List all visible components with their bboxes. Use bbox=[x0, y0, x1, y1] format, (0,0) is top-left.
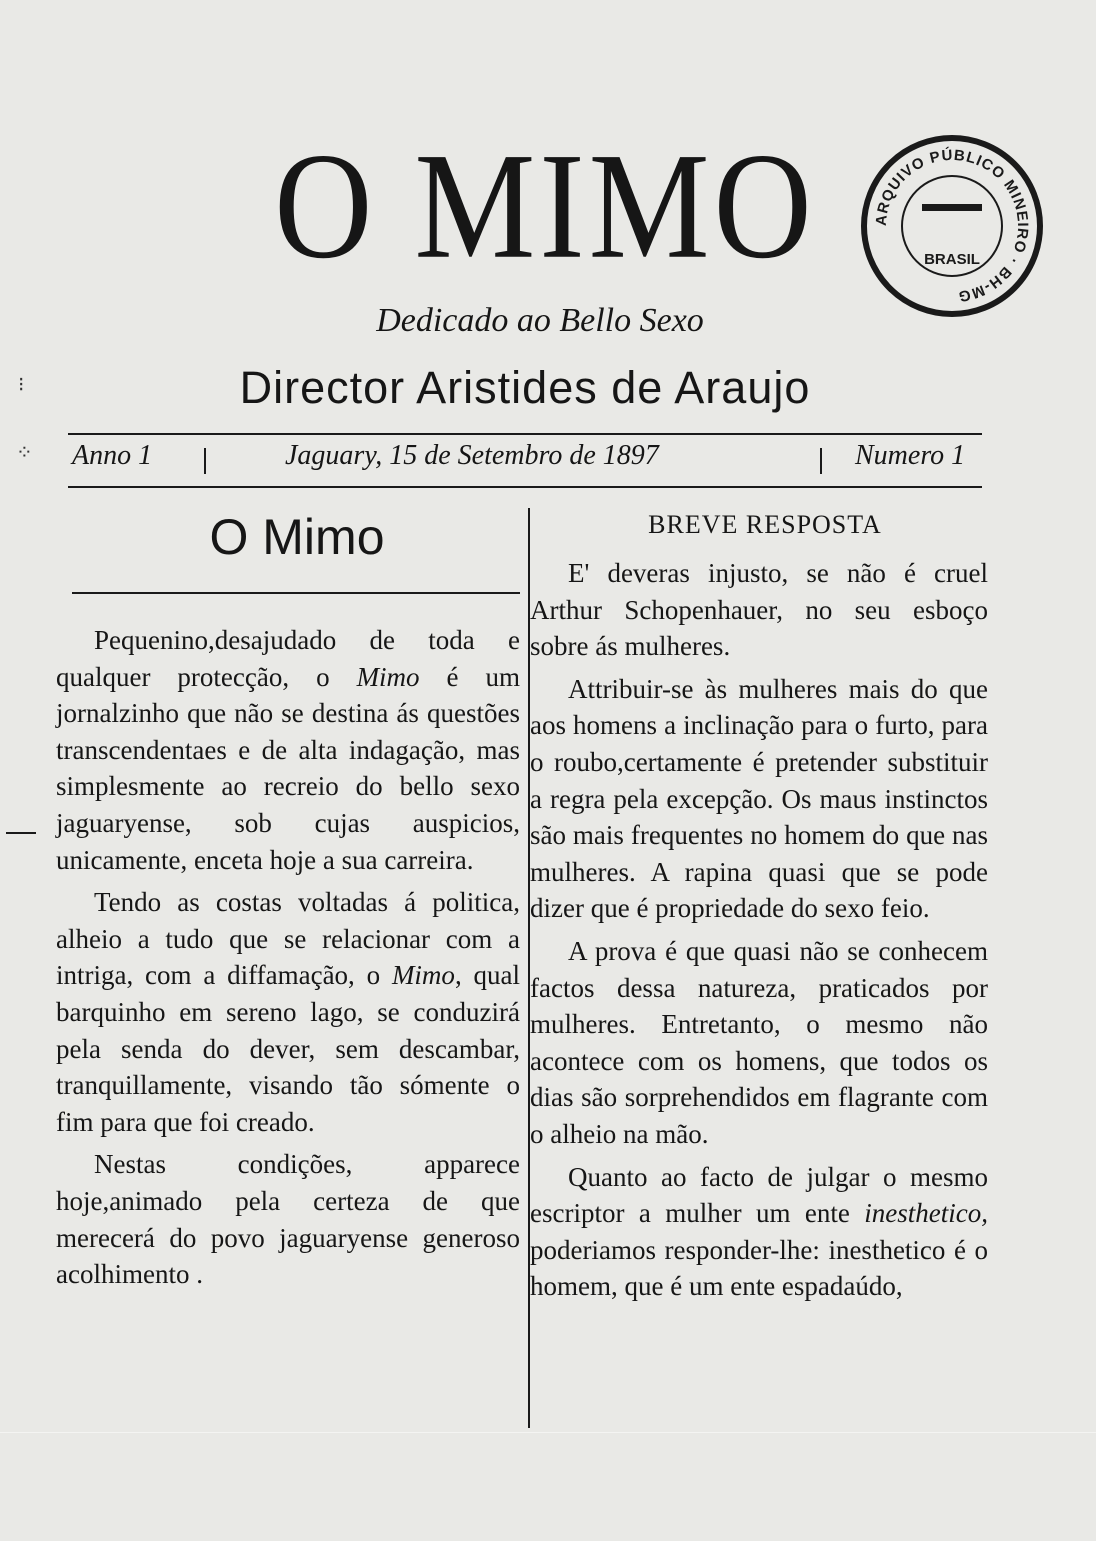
archive-stamp bbox=[858, 132, 1046, 320]
paragraph: Pequenino,desajudado de toda e qualquer protecção, o Mimo é um jornalzinho que não se destina ás questões transcendentaes e de alta indagação, mas simplesmente ao recreio do bello sexo jaguaryense, sob cujas auspicios, unicamente, enceta hoje a sua carreira. bbox=[56, 625, 520, 875]
stamp-country: BRASIL bbox=[924, 251, 980, 268]
right-article-body bbox=[530, 555, 988, 1311]
paragraph: A prova é que quasi não se conhecem factos dessa natureza, praticados por mulheres. Entretanto, o mesmo não acontece com os homens, que todos os dias são sorprehendidos em flagrante com o alheio na mão. bbox=[530, 935, 988, 1149]
issue-divider bbox=[820, 448, 822, 474]
paragraph: Tendo as costas voltadas á politica, alheio a tudo que se relacionar com a intriga, com a diffamação, o Mimo, qual barquinho em sereno lago, se conduzirá pela senda do dever, sem descambar, tranquillamente, visando tão sómente o fim para que foi creado. bbox=[56, 887, 520, 1137]
left-article-body bbox=[56, 622, 520, 1299]
article-title: BREVE RESPOSTA bbox=[648, 510, 882, 539]
paragraph: E' deveras injusto, se não é cruel Arthur Schopenhauer, no seu esboço sobre ás mulheres. bbox=[530, 558, 988, 662]
issue-year: Anno 1 bbox=[72, 440, 153, 471]
title-rule bbox=[72, 592, 520, 594]
stamp-label: ARQUIVO PÚBLICO MINEIRO · BH-MG bbox=[872, 146, 1032, 305]
page-fold bbox=[0, 1432, 1096, 1433]
header-rule-bottom bbox=[68, 486, 982, 488]
article-title: O Mimo bbox=[209, 509, 385, 565]
issue-date: Jaguary, 15 de Setembro de 1897 bbox=[285, 440, 659, 471]
scan-speck: ⁘ bbox=[16, 440, 33, 464]
newspaper-title: O MIMO bbox=[274, 122, 816, 291]
paragraph: Nestas condições, apparece hoje,animado pela certeza de que merecerá do povo jaguaryense generoso acolhimento . bbox=[56, 1149, 520, 1290]
subtitle: Dedicado ao Bello Sexo bbox=[376, 302, 704, 339]
paragraph: Attribuir-se às mulheres mais do que aos homens a inclinação para o furto, para o roubo,certamente é pretender substituir a regra pela excepção. Os maus instinctos são mais frequentes no homem do que nas mulheres. A rapina quasi que se pode dizer que é propriedade do sexo feio. bbox=[530, 673, 988, 924]
issue-divider bbox=[204, 448, 206, 474]
issue-number: Numero 1 bbox=[855, 440, 966, 471]
margin-mark bbox=[6, 832, 36, 834]
header-rule-top bbox=[68, 433, 982, 435]
scan-speck: ⁝ bbox=[18, 372, 25, 396]
director-line: Director Aristides de Araujo bbox=[239, 362, 811, 413]
paragraph: Quanto ao facto de julgar o mesmo escriptor a mulher um ente inesthetico, poderiamos responder-lhe: inesthetico é o homem, que é um ente espadaúdo, bbox=[530, 1161, 988, 1302]
